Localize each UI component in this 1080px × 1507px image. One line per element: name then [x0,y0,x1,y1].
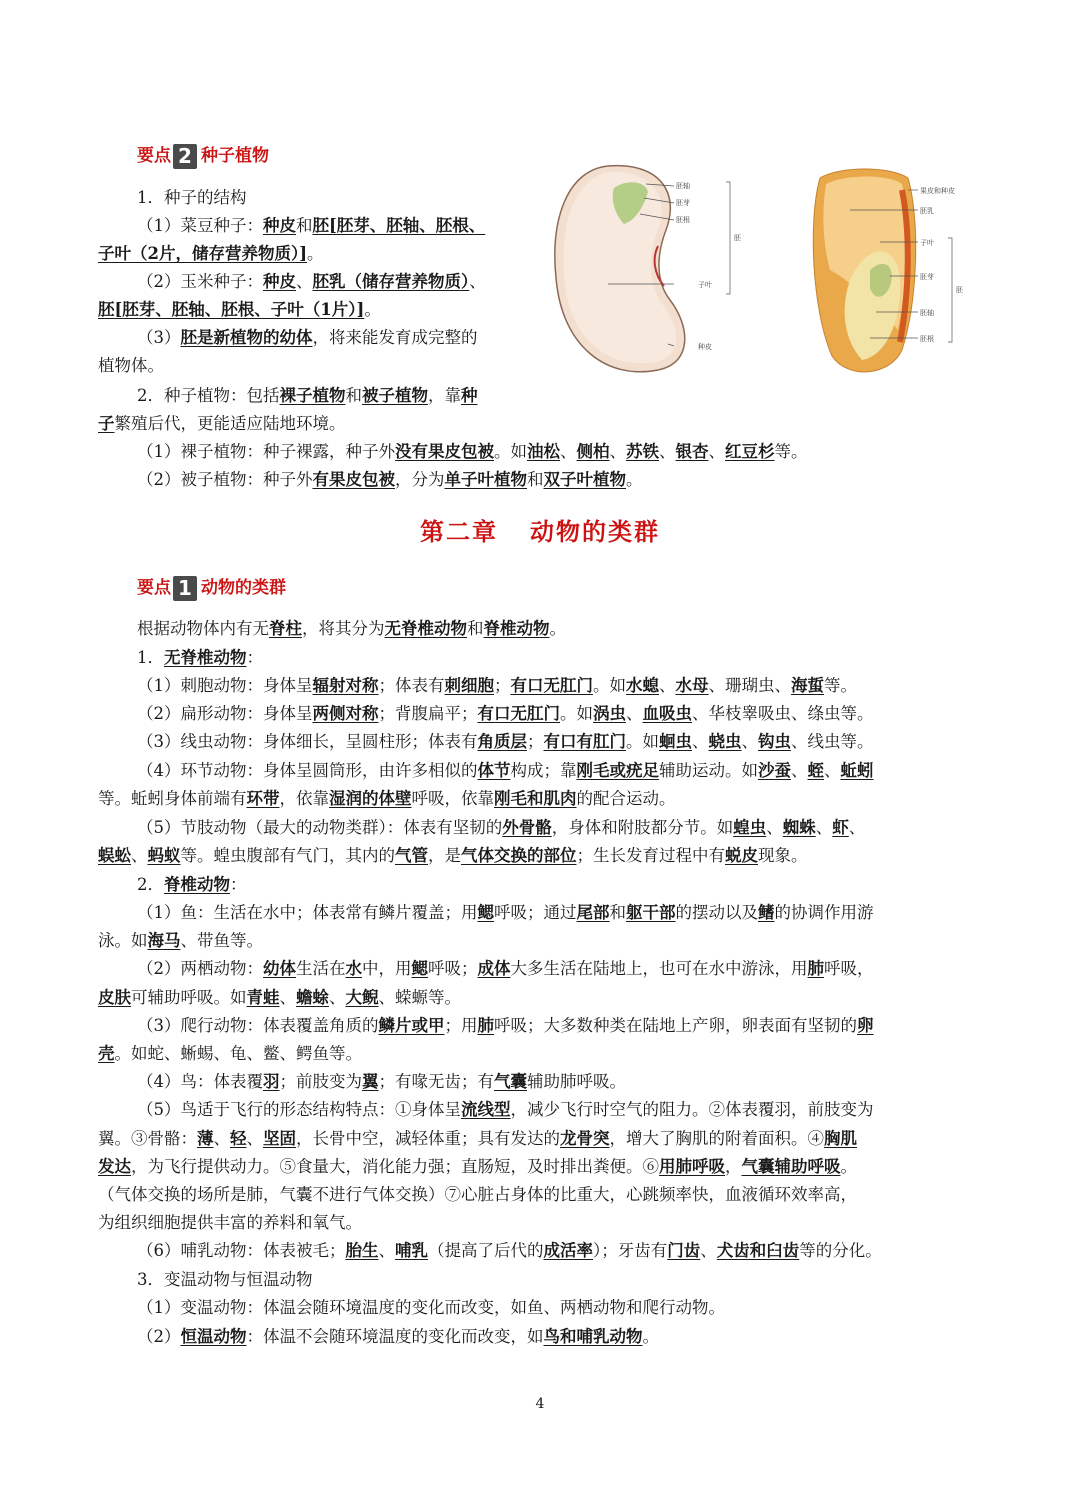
text-segment: ；前肢变为 [279,1072,362,1091]
text-segment: 、 [246,1129,263,1148]
text-segment: 和 [609,903,626,922]
keyword: 蚯蚓 [840,761,874,780]
text-segment: 、 [848,818,866,837]
keyword: 用肺呼吸 [659,1157,725,1176]
corn-label-hypocotyl: 胚轴 [920,309,934,317]
text-segment: 呼吸；大多数种类在陆地上产卵，卵表面有坚韧的 [494,1016,857,1035]
text-segment: ，靠 [428,386,461,405]
keyword: 胎生 [345,1241,379,1260]
text-segment: 。 [626,470,643,489]
keyword: 单子叶植物 [444,470,527,489]
chapter-name: 动物的类群 [530,517,660,546]
keyword: 气囊 [494,1072,527,1091]
s2-line-1 [137,644,263,672]
keyword: 哺乳 [395,1241,428,1260]
text-segment: 。 [364,300,381,319]
text-segment: 呼吸；通过 [494,903,577,922]
text-segment: 泳。如 [98,931,148,950]
keyword: 鸟和哺乳动物 [543,1327,643,1346]
text-segment: ，增大了胸肌的附着面积。④ [609,1129,824,1148]
bean-label-plumule: 胚芽 [676,199,690,207]
keyword: 有口有肛门 [543,732,626,751]
corn-label-radicle: 胚根 [920,335,934,343]
s2-line-15 [98,1040,362,1068]
keyword: 羽 [263,1072,280,1091]
keyword: 脊柱 [269,619,302,638]
text-segment: 、 [700,1241,717,1260]
text-segment: ：体温不会随环境温度的变化而改变，如 [246,1327,544,1346]
s1-line-4 [98,296,381,324]
text-segment: 、 [659,442,676,461]
text-segment: 和 [467,619,484,638]
heading-number-badge: 1 [173,576,197,601]
s2-line-5 [137,757,874,785]
text-segment: ，依靠 [279,789,329,808]
text-segment: 和 [527,470,544,489]
text-segment: ，将其分为 [302,619,385,638]
s2-line-25 [137,1323,659,1351]
keyword: 海蜇 [791,676,824,695]
text-segment: （2） [137,1327,181,1346]
keyword: 无脊椎动物 [164,648,247,667]
chapter-title [0,512,1080,547]
text-segment: （6）哺乳动物：体表被毛； [137,1241,346,1260]
s2-line-12 [137,955,874,983]
s2-line-18 [98,1125,857,1153]
text-segment: ；有喙无齿；有 [378,1072,494,1091]
keyword: 蛭 [807,761,824,780]
keyword: 气体交换的部位 [461,846,577,865]
text-segment: 和 [296,216,313,235]
text-segment: 、 [469,272,486,291]
keyword: 体节 [477,761,511,780]
text-segment: ： [230,875,247,894]
heading-number-badge: 2 [173,144,197,169]
s2-line-20 [98,1181,857,1209]
s2-line-24 [137,1294,725,1322]
text-segment: （气体交换的场所是肺，气囊不进行气体交换）⑦心脏占身体的比重大，心跳频率快，血液循环效率高， [98,1185,857,1204]
keyword: 成活率 [543,1241,593,1260]
s1-line-0 [137,184,247,212]
keyword: 水螅 [626,676,659,695]
keyword: 胚[胚芽、胚轴、胚根、子叶（1片）] [98,300,365,319]
text-segment: ；用 [444,1016,478,1035]
s2-line-2 [137,672,857,700]
keyword: 种皮 [263,216,296,235]
text-segment: ，减少飞行时空气的阻力。②体表覆羽，前肢变为 [510,1100,874,1119]
keyword: 两侧对称 [312,704,379,723]
s2-line-8 [98,842,808,870]
text-segment: 、 [626,704,643,723]
bean-label-embryo: 胚 [734,234,741,242]
text-segment: 、 [329,988,346,1007]
heading-label: 要点 [137,146,171,166]
keyword: 胚是新植物的幼体 [180,328,313,347]
keyword: 脊椎动物 [483,619,550,638]
s2-line-13 [98,984,461,1012]
text-segment: 可辅助呼吸。如 [131,988,247,1007]
bean-label-seedcoat: 种皮 [698,343,712,351]
s2-line-16 [137,1068,626,1096]
text-segment: 中，用 [362,959,412,978]
keyword: 海马 [147,931,181,950]
keyword: 蟾蜍 [296,988,329,1007]
keyword: 双子叶植物 [543,470,626,489]
text-segment: 和 [345,386,362,405]
keyword: 湿润的体壁 [329,789,412,808]
text-segment: （1）裸子植物：种子裸露，种子外 [137,442,395,461]
keyword: 无脊椎动物 [384,619,467,638]
keyword: 蝗虫 [733,818,767,837]
text-segment: 、 [131,846,148,865]
text-segment: ； [527,732,544,751]
text-segment: 等。 [824,676,857,695]
keyword: 成体 [477,959,511,978]
text-segment: 、 [560,442,577,461]
text-segment: （2）两栖动物： [137,959,263,978]
corn-seed-diagram [790,160,980,384]
text-segment: 、 [213,1129,230,1148]
text-segment: 1．种子的结构 [137,188,247,207]
keyword: 胚[胚芽、胚轴、胚根、 [312,216,486,235]
keyword: 蛔虫 [659,732,692,751]
keyword: 有口无肛门 [477,704,560,723]
keyword: 翼 [362,1072,379,1091]
keyword: 蚂蚁 [147,846,181,865]
text-segment: 、 [824,761,841,780]
keyword: 环带 [246,789,280,808]
text-segment: 的协调作用游 [774,903,874,922]
keyword: 苏铁 [626,442,659,461]
s2-line-22 [137,1237,882,1265]
text-segment: （3） [137,328,181,347]
keyword: 大鲵 [345,988,379,1007]
text-segment: 辅助运动。如 [659,761,758,780]
keyword: 门齿 [667,1241,701,1260]
s2-line-14 [137,1012,874,1040]
text-segment: 等。蚯蚓身体前端有 [98,789,247,808]
text-segment: 、 [766,818,783,837]
text-segment: （1）刺胞动物：身体呈 [137,676,313,695]
keyword: 种皮 [263,272,296,291]
section-heading-animal-groups [137,574,286,602]
keyword: 幼体 [263,959,296,978]
keyword: 被子植物 [362,386,428,405]
text-segment: ，将来能发育成完整的 [312,328,478,347]
text-segment: 、 [741,732,758,751]
keyword: 青蛙 [246,988,280,1007]
text-segment: ；生长发育过程中有 [576,846,725,865]
text-segment: 等。 [774,442,808,461]
keyword: 角质层 [477,732,527,751]
text-segment: 、 [692,732,709,751]
keyword: 油松 [527,442,560,461]
corn-label-embryo: 胚 [956,286,963,294]
text-segment: 、线虫等。 [791,732,874,751]
bean-label-hypocotyl: 胚轴 [676,182,690,190]
s1-line-2 [98,240,324,268]
corn-label-endosperm: 胚乳 [920,207,934,215]
bean-seed-diagram [548,158,758,384]
keyword: 刚毛和肌肉 [494,789,577,808]
page-number: 4 [535,1396,545,1412]
text-segment: 为组织细胞提供丰富的养料和氧气。 [98,1213,362,1232]
keyword: 气囊辅助呼吸 [741,1157,841,1176]
corn-label-cotyledon: 子叶 [920,239,934,247]
bean-label-cotyledon: 子叶 [698,281,712,289]
keyword: 躯干部 [626,903,676,922]
s1-line-3 [137,268,486,296]
text-segment: 呼吸， [824,959,874,978]
keyword: 恒温动物 [180,1327,247,1346]
keyword: 外骨骼 [502,818,552,837]
text-segment: 、 [791,761,808,780]
s2-line-11 [98,927,263,955]
keyword: 辐射对称 [312,676,379,695]
s2-line-4 [137,728,874,756]
text-segment: （4）环节动物：身体呈圆筒形，由许多相似的 [137,761,478,780]
text-segment: （1）变温动物：体温会随环境温度的变化而改变，如鱼、两栖动物和爬行动物。 [137,1298,725,1317]
keyword: 刚毛或疣足 [576,761,659,780]
text-segment: ，分为 [395,470,445,489]
bean-label-radicle: 胚根 [676,216,690,224]
text-segment: 、带鱼等。 [180,931,263,950]
s1-line-10 [137,466,643,494]
text-segment: （2）扁形动物：身体呈 [137,704,313,723]
keyword: 鳃 [411,959,428,978]
text-segment: （3）线虫动物：身体细长，呈圆柱形；体表有 [137,732,478,751]
text-segment: （2）玉米种子： [137,272,263,291]
text-segment: ； [494,676,511,695]
text-segment: 1． [137,648,164,667]
text-segment: ；体表有 [378,676,445,695]
s1-line-8 [98,410,346,438]
s2-line-19 [98,1153,857,1181]
text-segment: （2）被子植物：种子外 [137,470,313,489]
text-segment: 翼。③骨骼： [98,1129,197,1148]
keyword: 银杏 [675,442,709,461]
keyword: 龙骨突 [560,1129,610,1148]
keyword: 涡虫 [593,704,626,723]
keyword: 轻 [230,1129,247,1148]
text-segment: 等的分化。 [799,1241,882,1260]
text-segment: 现象。 [758,846,808,865]
text-segment: ；背腹扁平； [378,704,478,723]
text-segment: 2． [137,875,164,894]
text-segment: 、华枝睾吸虫、绦虫等。 [692,704,874,723]
s2-line-3 [137,700,874,728]
keyword: 脊椎动物 [164,875,230,894]
section-heading-seed-plants [137,142,269,170]
text-segment: ，长骨中空，减轻体重；具有发达的 [296,1129,560,1148]
text-segment: 繁殖后代，更能适应陆地环境。 [114,414,346,433]
text-segment: 植物体。 [98,356,164,375]
keyword: 侧柏 [576,442,610,461]
s2-line-10 [137,899,874,927]
s1-line-1 [137,212,485,240]
keyword: 钩虫 [758,732,791,751]
text-segment: 。如 [626,732,659,751]
keyword: 子 [98,414,115,433]
keyword: 没有果皮包被 [395,442,494,461]
text-segment: （4）鸟：体表覆 [137,1072,263,1091]
corn-label-pericarp: 果皮和种皮 [920,187,955,195]
keyword: 肺 [477,1016,494,1035]
text-segment: 辅助肺呼吸。 [527,1072,626,1091]
keyword: 有果皮包被 [312,470,395,489]
s2-line-0 [137,615,566,643]
text-segment: 大多生活在陆地上，也可在水中游泳，用 [510,959,808,978]
text-segment: ，为飞行提供动力。⑤食量大，消化能力强；直肠短，及时排出粪便。⑥ [131,1157,659,1176]
text-segment: 等。蝗虫腹部有气门，其内的 [180,846,395,865]
text-segment: （提高了后代的 [428,1241,544,1260]
keyword: 鳍 [758,903,775,922]
keyword: 壳 [98,1044,115,1063]
text-segment: （3）爬行动物：体表覆盖角质的 [137,1016,379,1035]
text-segment: 、 [659,676,676,695]
text-segment: 。 [642,1327,659,1346]
keyword: 胚乳（储存营养物质） [312,272,470,291]
text-segment: 生活在 [296,959,346,978]
text-segment: 的摆动以及 [675,903,758,922]
text-segment: 2．种子植物：包括 [137,386,280,405]
keyword: 流线型 [461,1100,511,1119]
keyword: 肺 [807,959,824,978]
text-segment: ）；牙齿有 [593,1241,668,1260]
s2-line-7 [137,814,865,842]
s1-line-5 [137,324,478,352]
text-segment: 。如 [560,704,593,723]
text-segment: 、蝾螈等。 [378,988,461,1007]
text-segment: ， [725,1157,742,1176]
text-segment: （1）菜豆种子： [137,216,263,235]
keyword: 皮肤 [98,988,131,1007]
text-segment: ，身体和附肢都分节。如 [551,818,734,837]
keyword: 蜈蚣 [98,846,131,865]
text-segment: 。如 [494,442,527,461]
keyword: 血吸虫 [642,704,692,723]
text-segment: 。如 [593,676,626,695]
s1-line-6 [98,352,164,380]
text-segment: 的配合运动。 [576,789,676,808]
keyword: 卵 [857,1016,874,1035]
s2-line-17 [137,1096,874,1124]
keyword: 子叶（2片，储存营养物质）] [98,244,308,263]
keyword: 蜕皮 [725,846,758,865]
keyword: 水母 [675,676,709,695]
chapter-number: 第二章 [420,517,498,546]
keyword: 红豆杉 [725,442,775,461]
heading-title: 种子植物 [201,146,269,166]
keyword: 薄 [197,1129,214,1148]
text-segment: 呼吸，依靠 [411,789,494,808]
keyword: 沙蚕 [758,761,791,780]
text-segment: 、 [708,442,725,461]
keyword: 裸子植物 [279,386,346,405]
text-segment: 根据动物体内有无 [137,619,269,638]
text-segment: 呼吸； [428,959,478,978]
text-segment: 、 [378,1241,395,1260]
text-segment: 。 [307,244,324,263]
keyword: 水 [345,959,362,978]
corn-label-plumule: 胚芽 [920,273,934,281]
keyword: 蛲虫 [708,732,742,751]
keyword: 蜘蛛 [782,818,816,837]
s1-line-7 [137,382,478,410]
text-segment: 、 [815,818,833,837]
text-segment: 、 [609,442,626,461]
text-segment: ，是 [428,846,461,865]
keyword: 种 [461,386,478,405]
text-segment: 。 [549,619,566,638]
s2-line-23 [137,1266,313,1294]
keyword: 胸肌 [824,1129,857,1148]
heading-label: 要点 [137,578,171,598]
text-segment: 。如蛇、蜥蜴、龟、鳖、鳄鱼等。 [114,1044,362,1063]
text-segment: 。 [840,1157,857,1176]
keyword: 尾部 [576,903,610,922]
text-segment: （5）节肢动物（最大的动物类群）：体表有坚韧的 [137,818,503,837]
text-segment: 、 [296,272,313,291]
s2-line-21 [98,1209,362,1237]
keyword: 刺细胞 [444,676,494,695]
keyword: 有口无肛门 [510,676,593,695]
text-segment: （5）鸟适于飞行的形态结构特点：①身体呈 [137,1100,461,1119]
s2-line-6 [98,785,676,813]
keyword: 鳞片或甲 [378,1016,445,1035]
s2-line-9 [137,871,247,899]
text-segment: ： [246,648,263,667]
keyword: 坚固 [263,1129,296,1148]
text-segment: （1）鱼：生活在水中；体表常有鳞片覆盖；用 [137,903,478,922]
keyword: 气管 [395,846,428,865]
heading-title: 动物的类群 [201,578,286,598]
text-segment: 构成；靠 [510,761,577,780]
s1-line-9 [137,438,808,466]
text-segment: 、珊瑚虫、 [708,676,791,695]
keyword: 发达 [98,1157,131,1176]
keyword: 虾 [832,818,849,837]
keyword: 犬齿和臼齿 [716,1241,800,1260]
text-segment: 、 [279,988,296,1007]
text-segment: 3．变温动物与恒温动物 [137,1270,313,1289]
keyword: 鳃 [477,903,494,922]
